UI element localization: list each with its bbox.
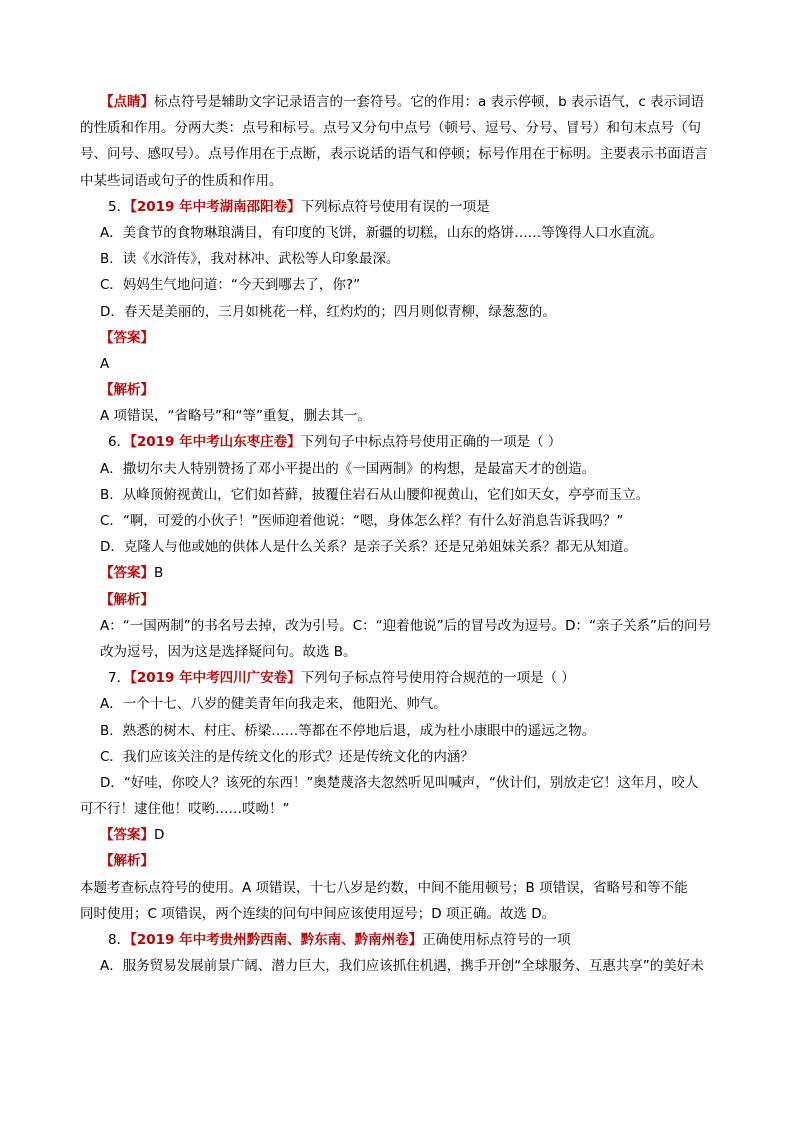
q5-analysis-label: [100, 381, 710, 399]
q5-number: 5．: [108, 198, 131, 215]
q6-answer-tag: 【答案】: [100, 565, 154, 582]
q5-option-c: C．妈妈生气地问道：“今天到哪去了，你?”: [100, 277, 361, 294]
document-body: [80, 93, 712, 983]
q5-analysis-tag: 【解析】: [100, 382, 154, 399]
dianjing-line-3: 号、问号、感叹号）。点号作用在于点断，表示说话的语气和停顿；标号作用在于标明。主要表示书面语言: [80, 146, 708, 163]
q6-stem: [108, 433, 710, 451]
q5-option-b: B．读《水浒传》，我对林冲、武松等人印象最深。: [100, 251, 400, 268]
dianjing-line-2: 的性质和作用。分两大类：点号和标号。点号又分句中点号（顿号、逗号、分号、冒号）和句末点号（句: [80, 120, 701, 137]
q5-answer-label: [100, 329, 710, 347]
q8-option-a: A．服务贸易发展前景广阔、潜力巨大，我们应该抓住机遇，携手开创“全球服务、互惠共享”的美好未: [100, 958, 704, 975]
q6-answer-line: [100, 564, 710, 582]
q6-source: 【2019 年中考山东枣庄卷】: [130, 434, 301, 451]
q7-stem-text: 下列句子标点符号使用符合规范的一项是（ ）: [300, 670, 575, 687]
q6-option-b: B．从峰顶俯视黄山，它们如苔藓，披覆住岩石从山腰仰视黄山，它们如天女，亭亭而玉立。: [100, 486, 650, 503]
q5-analysis-text: A 项错误，“省略号”和“等”重复，删去其一。: [100, 408, 372, 425]
q6-option-c: C．“啊，可爱的小伙子！”医师迎着他说：“嗯，身体怎么样？有什么好消息告诉我吗？”: [100, 513, 624, 529]
q7-source: 【2019 年中考四川广安卷】: [130, 670, 301, 687]
q7-option-d-line-2: 可不行！逮住他！哎哟……哎呦！”: [80, 801, 290, 818]
q7-analysis-line-1: 本题考查标点符号的使用。A 项错误，十七八岁是约数，中间不能用顿号；B 项错误，省略号和等不能: [80, 879, 688, 896]
q7-analysis-tag: 【解析】: [100, 853, 154, 870]
q6-analysis-line-1: A：“一国两制”的书名号去掉，改为引号。C：“迎着他说”后的冒号改为逗号。D：“亲子关系”后的问号: [100, 617, 712, 634]
q8-number: 8．: [108, 932, 131, 948]
q7-answer-tag: 【答案】: [100, 827, 154, 844]
q5-option-d: D．春天是美丽的，三月如桃花一样，红灼灼的；四月则似青柳，绿葱葱的。: [100, 303, 556, 320]
q6-option-a: A．撒切尔夫人特别赞扬了邓小平提出的《一国两制》的构想，是最富天才的创造。: [100, 460, 596, 477]
q5-option-a: A．美食节的食物琳琅满目，有印度的飞饼，新疆的切糕，山东的烙饼……等馋得人口水直流。: [100, 224, 663, 241]
q6-analysis-label: [100, 591, 710, 609]
q7-analysis-line-2: 同时使用；C 项错误，两个连续的问句中间应该使用逗号；D 项正确。故选 D。: [80, 905, 556, 922]
q6-option-d: D．克隆人与他或她的供体人是什么关系？是亲子关系？还是兄弟姐妹关系？都无从知道。: [100, 539, 637, 556]
q6-analysis-tag: 【解析】: [100, 591, 154, 608]
dianjing-line-4: 中某些词语或句子的性质和作用。: [80, 172, 283, 189]
q5-answer-value: A: [100, 355, 110, 372]
q5-answer-tag: 【答案】: [100, 329, 154, 346]
q6-number: 6．: [108, 434, 131, 451]
q8-source: 【2019 年中考贵州黔西南、黔东南、黔南州卷】: [130, 932, 423, 948]
q7-analysis-label: [100, 852, 710, 870]
q6-stem-text: 下列句子中标点符号使用正确的一项是（ ）: [300, 434, 562, 451]
q7-option-c: C．我们应该关注的是传统文化的形式？还是传统文化的内涵？: [100, 748, 474, 765]
dianjing-text-1: 标点符号是辅助文字记录语言的一套符号。它的作用：a 表示停顿，b 表示语气，c 表示词语: [154, 94, 705, 110]
q5-source: 【2019 年中考湖南邵阳卷】: [130, 198, 301, 215]
q5-stem-text: 下列标点符号使用有误的一项是: [300, 198, 490, 215]
q7-option-b: B．熟悉的树木、村庄、桥梁……等都在不停地后退，成为杜小康眼中的遥远之物。: [100, 722, 596, 739]
q7-answer-line: [100, 826, 710, 844]
q8-stem: [108, 931, 710, 949]
q6-analysis-line-2: 改为逗号，因为这是选择疑问句。故选 B。: [100, 643, 357, 660]
q7-stem: [108, 669, 710, 687]
q7-number: 7．: [108, 670, 131, 687]
q7-option-d-line-1: D．“好哇，你咬人？该死的东西！”奥楚蔑洛夫忽然听见叫喊声，“伙计们，别放走它！这年月，咬人: [100, 774, 699, 791]
q7-answer-value: D: [154, 827, 165, 844]
q8-stem-text: 正确使用标点符号的一项: [422, 932, 571, 948]
dianjing-tag: 【点睛】: [100, 94, 154, 110]
q6-answer-value: B: [154, 565, 164, 582]
dianjing-line-1: [100, 93, 710, 111]
q7-option-a: A．一个十七、八岁的健美青年向我走来，他阳光、帅气。: [100, 696, 447, 713]
q5-stem: [108, 198, 710, 216]
